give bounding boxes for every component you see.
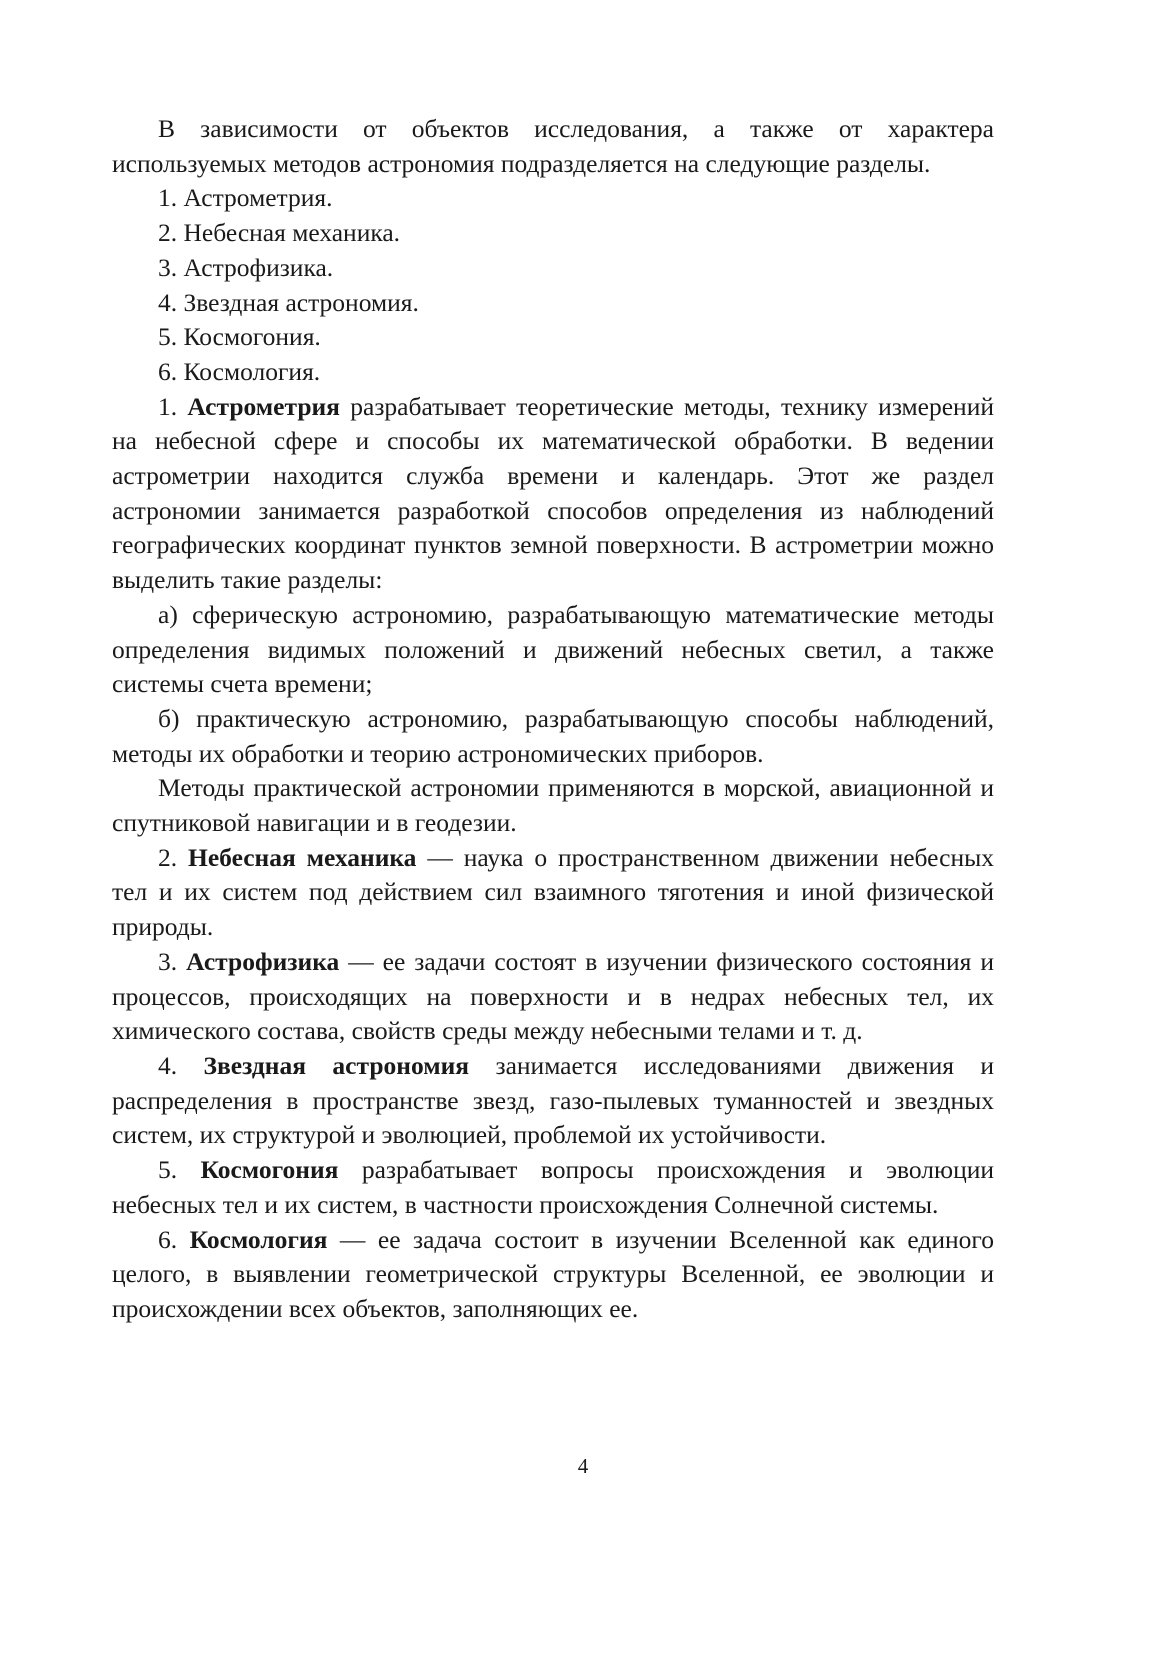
section-text: разрабатывает теоретические методы, технику измерений на небесной сфере и способы их математической обработки. В ведении астрометрии находится служба времени и календарь. Этот же раздел астрономии занимается разработкой способов определения из наблюдений географических координат пунктов земной поверхности. В астрометрии можно выделить такие разделы: <box>112 391 995 595</box>
stellar-astronomy-paragraph <box>112 1049 994 1153</box>
celestial-mechanics-paragraph <box>112 841 994 945</box>
section-text: — ее задача состоит в изучении Вселенной как единого целого, в выявлении геометрической структуры Вселенной, ее эволюции и происхождении всех объектов, заполняющих ее. <box>112 1224 994 1323</box>
section-list-item: 5. Космогония. <box>158 322 321 352</box>
page-body <box>112 112 994 1327</box>
section-term: Звездная астрономия <box>203 1050 470 1080</box>
section-term: Астрофизика <box>186 946 340 976</box>
intro-paragraph: В зависимости от объектов исследования, а также от характера используемых методов астрономия подразделяется на следующие разделы. <box>112 114 994 178</box>
section-list-item: 1. Астрометрия. <box>158 183 333 213</box>
section-text: разрабатывает вопросы происхождения и эволюции небесных тел и их систем, в частности происхождения Солнечной системы. <box>112 1155 995 1219</box>
section-list-item: 3. Астрофизика. <box>158 252 334 282</box>
astrometry-applications: Методы практической астрономии применяются в морской, авиационной и спутниковой навигации и в геодезии. <box>112 773 994 838</box>
astrophysics-paragraph <box>112 945 994 1049</box>
section-text: — наука о пространственном движении небесных тел и их систем под действием сил взаимного тяготения и иной физической природы. <box>112 842 994 942</box>
section-number: 3. <box>158 946 187 976</box>
section-number: 1. <box>158 391 188 421</box>
section-number: 2. <box>158 842 189 872</box>
section-term: Небесная механика <box>188 842 417 872</box>
section-number: 4. <box>158 1050 204 1080</box>
astrometry-subsection-a: а) сферическую астрономию, разрабатывающую математические методы определения видимых положений и движений небесных светил, а также системы счета времени; <box>112 599 994 699</box>
astrometry-subsection-b: б) практическую астрономию, разрабатывающую способы наблюдений, методы их обработки и теорию астрономических приборов. <box>112 703 994 768</box>
astrometry-paragraph <box>112 390 994 598</box>
section-number: 6. <box>158 1224 190 1254</box>
section-term: Космогония <box>200 1155 339 1185</box>
section-number: 5. <box>158 1155 201 1185</box>
section-list-item: 2. Небесная механика. <box>158 218 401 248</box>
section-text: — ее задачи состоят в изучении физического состояния и процессов, происходящих на поверхности и в недрах небесных тел, их химического состава, свойств среды между небесными телами и т. д. <box>112 946 995 1046</box>
section-list-item: 4. Звездная астрономия. <box>158 287 419 317</box>
section-list-item: 6. Космология. <box>158 356 321 386</box>
section-term: Космология <box>189 1224 328 1254</box>
section-text: занимается исследованиями движения и распределения в пространстве звезд, газо-пылевых туманностей и звездных систем, их структурой и эволюцией, проблемой их устойчивости. <box>112 1050 995 1150</box>
cosmology-paragraph <box>112 1223 994 1327</box>
page-number: 4 <box>577 1454 589 1478</box>
cosmogony-paragraph <box>112 1153 994 1222</box>
section-term: Астрометрия <box>187 391 340 421</box>
